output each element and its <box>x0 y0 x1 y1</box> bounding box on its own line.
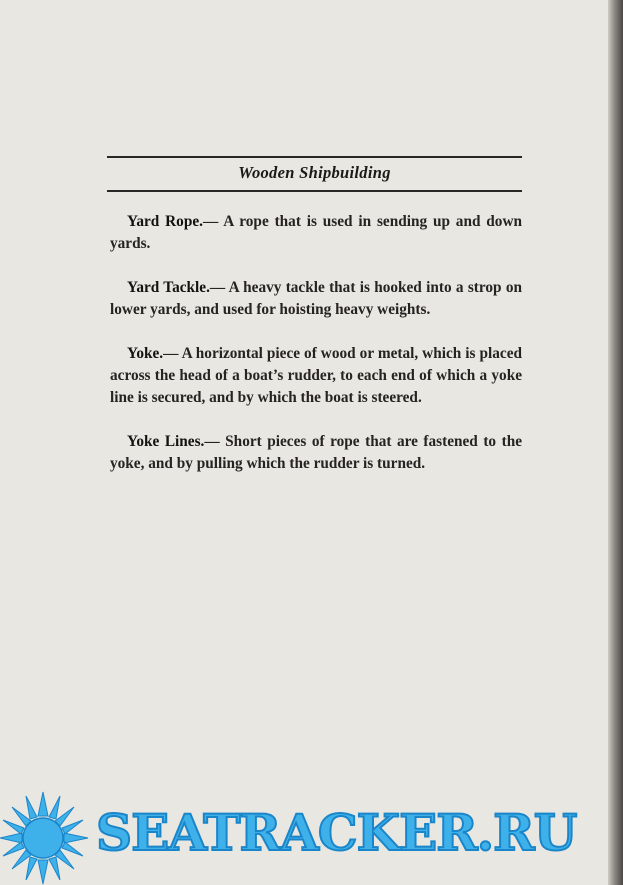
page-edge-shadow <box>608 0 623 885</box>
glossary-entry <box>110 211 522 255</box>
running-title: Wooden Shipbuilding <box>238 163 391 182</box>
glossary-entry <box>110 343 522 409</box>
glossary-entry <box>110 431 522 475</box>
glossary-entries <box>110 211 522 497</box>
glossary-entry <box>110 277 522 321</box>
header-rule-top <box>107 156 522 158</box>
sun-burst-icon <box>0 792 88 884</box>
entry-term: Yoke. <box>127 345 164 362</box>
entry-definition: — A horizontal piece of wood or metal, which is placed across the head of a boat’s rudder, to each end of which a yoke line is secured, and by which the boat is steered. <box>110 345 522 406</box>
entry-definition: — Short pieces of rope that are fastened to the yoke, and by pulling which the rudder is turned. <box>110 433 522 472</box>
entry-term: Yard Rope. <box>127 213 203 230</box>
entry-definition: — A heavy tackle that is hooked into a strop on lower yards, and used for hoisting heavy weights. <box>110 279 522 318</box>
entry-term: Yard Tackle. <box>127 279 210 296</box>
entry-term: Yoke Lines. <box>127 433 205 450</box>
entry-definition: — A rope that is used in sending up and down yards. <box>110 213 523 252</box>
watermark-text: SEATRACKER.RU <box>96 803 577 862</box>
header-rule-bottom <box>107 190 522 192</box>
